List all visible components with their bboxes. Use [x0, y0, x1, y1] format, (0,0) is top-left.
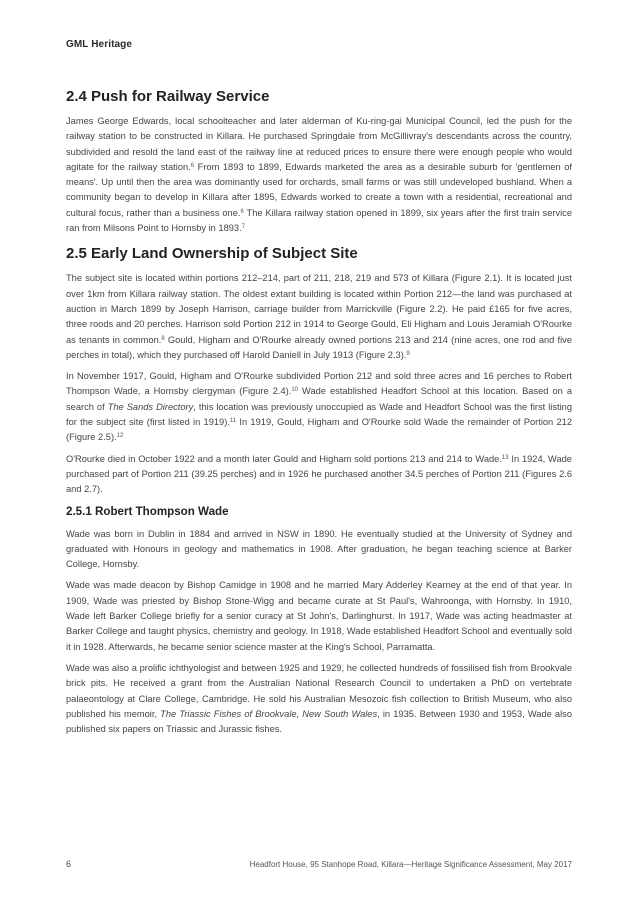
paragraph-railway: James George Edwards, local schoolteacher and later alderman of Ku-ring-gai Municipal Council, led the push for the railway station to be constructed in Killara. He purchased Springdale from McGillivray's descendants across the country, subdivided and resold the land east of the railway line at reduced prices to ensure there were enough people who would agitate for the railway station.$^6$ From 1893 to 1899, Edwards marketed the area as a desirable suburb for 'gentlemen of means'. Up until then the area was dominantly used for orchards, small farms or was still undeveloped bushland. When a community began to develop in Killara after 1895, Edwards worked to create a town with a residential, recreational and cultural focus, rather than a business one.$^6$ The Killara railway station opened in 1899, six years after the first train service ran from Milsons Point to Hornsby in 1893.$^7$ — [66, 116, 572, 234]
paragraph-land-3: O'Rourke died in October 1922 and a month later Gould and Higham sold portions 213 and 214 to Wade.$^{13}$ In 1924, Wade purchased part of Portion 211 (39.25 perches) and in 1926 he purchased another 34.5 perches of Portion 211 (Figures 2.6 and 2.7). — [66, 453, 572, 495]
page-number: 6 — [66, 859, 72, 869]
page-body — [66, 88, 572, 737]
paragraph-land-1: The subject site is located within portions 212–214, part of 211, 218, 219 and 573 of Killara (Figure 2.1). It is located just over 1km from Killara railway station. The oldest extant building is located within Portion 212—the land was purchased at auction in March 1899 by Joseph Harrison, carriage builder from Marrickville (Figure 2.2). He paid £165 for five acres, three roods and 20 perches. Harrison sold Portion 212 in 1914 to George Gould, Eli Higham and Louis Jeramiah O'Rourke as tenants in common.$^8$ Gould, Higham and O'Rourke already owned portions 213 and 214 (nine acres, one rod and five perches in total), which they purchased off Harold Daniell in July 1913 (Figure 2.3).$^9$ — [66, 273, 572, 360]
page-footer — [66, 859, 572, 871]
paragraph-wade-1: Wade was born in Dublin in 1884 and arrived in NSW in 1890. He eventually studied at the University of Sydney and graduated with Honours in geology and mathematics in 1908. After graduation, he began teaching science at Barker College, Hornsby. — [66, 528, 572, 570]
subsection-heading-wade: 2.5.1 Robert Thompson Wade — [66, 504, 229, 518]
running-header: GML Heritage — [66, 39, 133, 50]
italic-triassic-fishes: The Triassic Fishes of Brookvale, New South Wales — [160, 708, 378, 719]
paragraph-wade-2: Wade was made deacon by Bishop Camidge in 1908 and he married Mary Adderley Kearney at the end of that year. In 1909, Wade was priested by Bishop Stone-Wigg and became curate at St Paul's, Wahroonga, with Hornsby. In 1910, Wade left Barker College briefly for a senior curacy at St John's, Darlinghurst. In 1917, Wade was acting headmaster at Barker College and taught physics, chemistry and geology. In 1918, Wade established Headfort School and eventually sold it in 1928. Afterwards, he became senior science master at the King's School, Parramatta. — [66, 580, 572, 652]
italic-sands-directory: The Sands Directory — [107, 401, 194, 412]
section-heading-railway: 2.4 Push for Railway Service — [66, 88, 270, 105]
section-heading-land-ownership: 2.5 Early Land Ownership of Subject Site — [66, 245, 358, 263]
footer-document-title: Headfort House, 95 Stanhope Road, Killara—Heritage Significance Assessment, May 2017 — [249, 860, 572, 869]
paragraph-wade-3: Wade was also a prolific ichthyologist and between 1925 and 1929, he collected hundreds of fossilised fish from Brookvale brick pits. He received a grant from the Australian National Research Council to undertaken a PhD on vertebrate palaeontology at Clare College, Cambridge. He sold his Australian Mesozoic fish collection to British Museum, who also published his memoir, The Triassic Fishes of Brookvale, New South Wales, in 1935. Between 1930 and 1953, Wade also published six papers on Triassic and Jurassic fishes. — [66, 662, 572, 735]
paragraph-land-2: In November 1917, Gould, Higham and O'Rourke subdivided Portion 212 and sold three acres and 16 perches to Robert Thompson Wade, a Hornsby clergyman (Figure 2.4).$^{10}$ Wade established Headfort School at this location. Based on a search of The Sands Directory, this location was previously unoccupied as Wade and Headfort School was the first listing for the subject site (first listed in 1919).$^{11}$ In 1919, Gould, Higham and O'Rourke sold Wade the remainder of Portion 212 (Figure 2.5).$^{12}$ — [66, 371, 573, 443]
